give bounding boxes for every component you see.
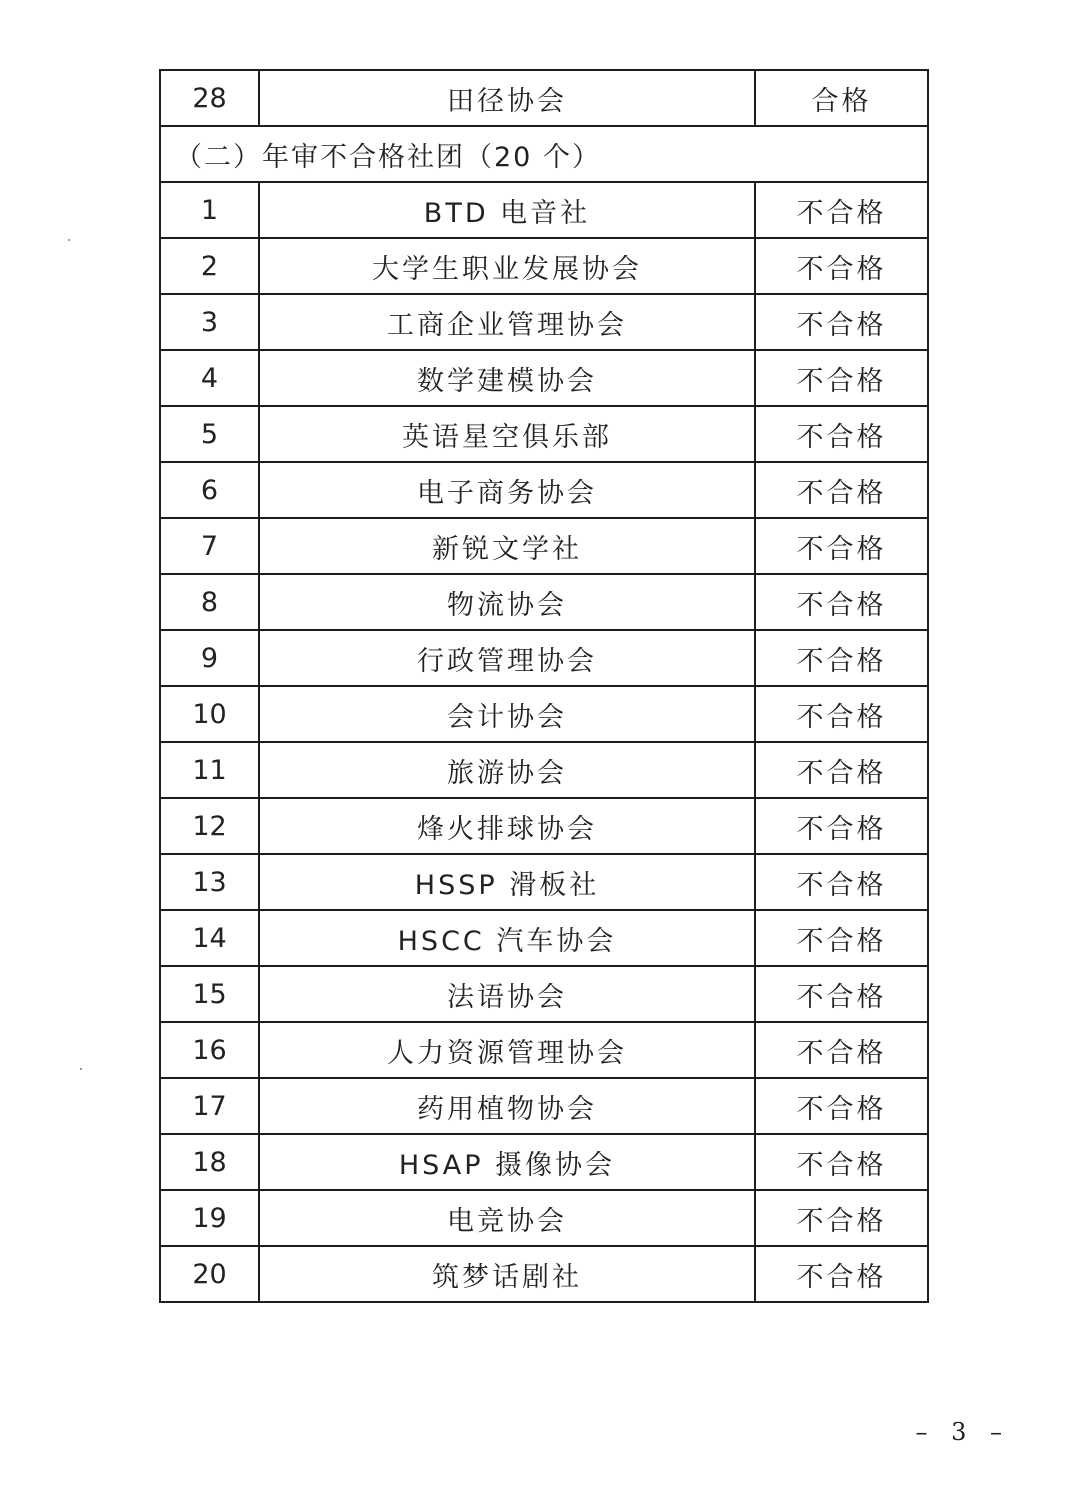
society-name: 数学建模协会 [259,350,755,406]
review-result: 不合格 [755,238,928,294]
section-header: （二）年审不合格社团（20 个） [160,126,928,182]
table-row [160,686,928,742]
review-result: 不合格 [755,574,928,630]
society-name: HSSP 滑板社 [259,854,755,910]
row-number: 15 [160,966,259,1022]
row-number: 6 [160,462,259,518]
row-number: 16 [160,1022,259,1078]
table-row [160,574,928,630]
society-name: 物流协会 [259,574,755,630]
review-result: 不合格 [755,910,928,966]
row-number: 19 [160,1190,259,1246]
table-row [160,518,928,574]
review-result: 不合格 [755,182,928,238]
review-result: 不合格 [755,462,928,518]
review-result: 不合格 [755,798,928,854]
review-result: 不合格 [755,966,928,1022]
table-row [160,630,928,686]
review-result: 不合格 [755,518,928,574]
row-number: 14 [160,910,259,966]
review-result: 不合格 [755,1246,928,1302]
row-number: 1 [160,182,259,238]
society-name: 筑梦话剧社 [259,1246,755,1302]
review-result: 不合格 [755,1190,928,1246]
review-result: 不合格 [755,1134,928,1190]
row-number: 13 [160,854,259,910]
review-result: 不合格 [755,350,928,406]
row-number: 5 [160,406,259,462]
table-row [160,462,928,518]
table-row [160,1190,928,1246]
society-name: 药用植物协会 [259,1078,755,1134]
table-row [160,742,928,798]
society-name: 行政管理协会 [259,630,755,686]
table-row [160,910,928,966]
row-number: 4 [160,350,259,406]
row-number: 10 [160,686,259,742]
review-result: 不合格 [755,742,928,798]
review-result: 不合格 [755,1022,928,1078]
table-row [160,1134,928,1190]
society-name: BTD 电音社 [259,182,755,238]
review-result: 不合格 [755,630,928,686]
society-review-table [159,69,929,1303]
society-name: 法语协会 [259,966,755,1022]
row-number: 12 [160,798,259,854]
society-name: 会计协会 [259,686,755,742]
society-name: 旅游协会 [259,742,755,798]
society-name: 大学生职业发展协会 [259,238,755,294]
scan-speck [68,239,70,241]
row-number: 28 [160,70,259,126]
table-row [160,1246,928,1302]
scan-speck [80,1068,82,1070]
row-number: 20 [160,1246,259,1302]
society-name: 烽火排球协会 [259,798,755,854]
society-name: 电竞协会 [259,1190,755,1246]
row-number: 8 [160,574,259,630]
society-name: 新锐文学社 [259,518,755,574]
review-result: 不合格 [755,406,928,462]
table-row [160,294,928,350]
table-row [160,854,928,910]
table-row [160,182,928,238]
row-number: 9 [160,630,259,686]
society-name: 电子商务协会 [259,462,755,518]
table-row [160,798,928,854]
table-body [160,70,928,1302]
table-row [160,238,928,294]
row-number: 11 [160,742,259,798]
society-name: HSAP 摄像协会 [259,1134,755,1190]
review-result: 不合格 [755,294,928,350]
row-number: 2 [160,238,259,294]
table-row [160,1078,928,1134]
review-result: 不合格 [755,686,928,742]
row-number: 18 [160,1134,259,1190]
row-number: 17 [160,1078,259,1134]
review-result: 合格 [755,70,928,126]
society-name: 人力资源管理协会 [259,1022,755,1078]
review-result: 不合格 [755,854,928,910]
table-row [160,1022,928,1078]
review-result: 不合格 [755,1078,928,1134]
table-row [160,70,928,126]
table-row [160,966,928,1022]
table-row [160,406,928,462]
row-number: 3 [160,294,259,350]
page-number: – 3 – [915,1418,1010,1446]
row-number: 7 [160,518,259,574]
section-header-row [160,126,928,182]
table-row [160,350,928,406]
society-name: 英语星空俱乐部 [259,406,755,462]
society-name: HSCC 汽车协会 [259,910,755,966]
society-name: 工商企业管理协会 [259,294,755,350]
society-name: 田径协会 [259,70,755,126]
